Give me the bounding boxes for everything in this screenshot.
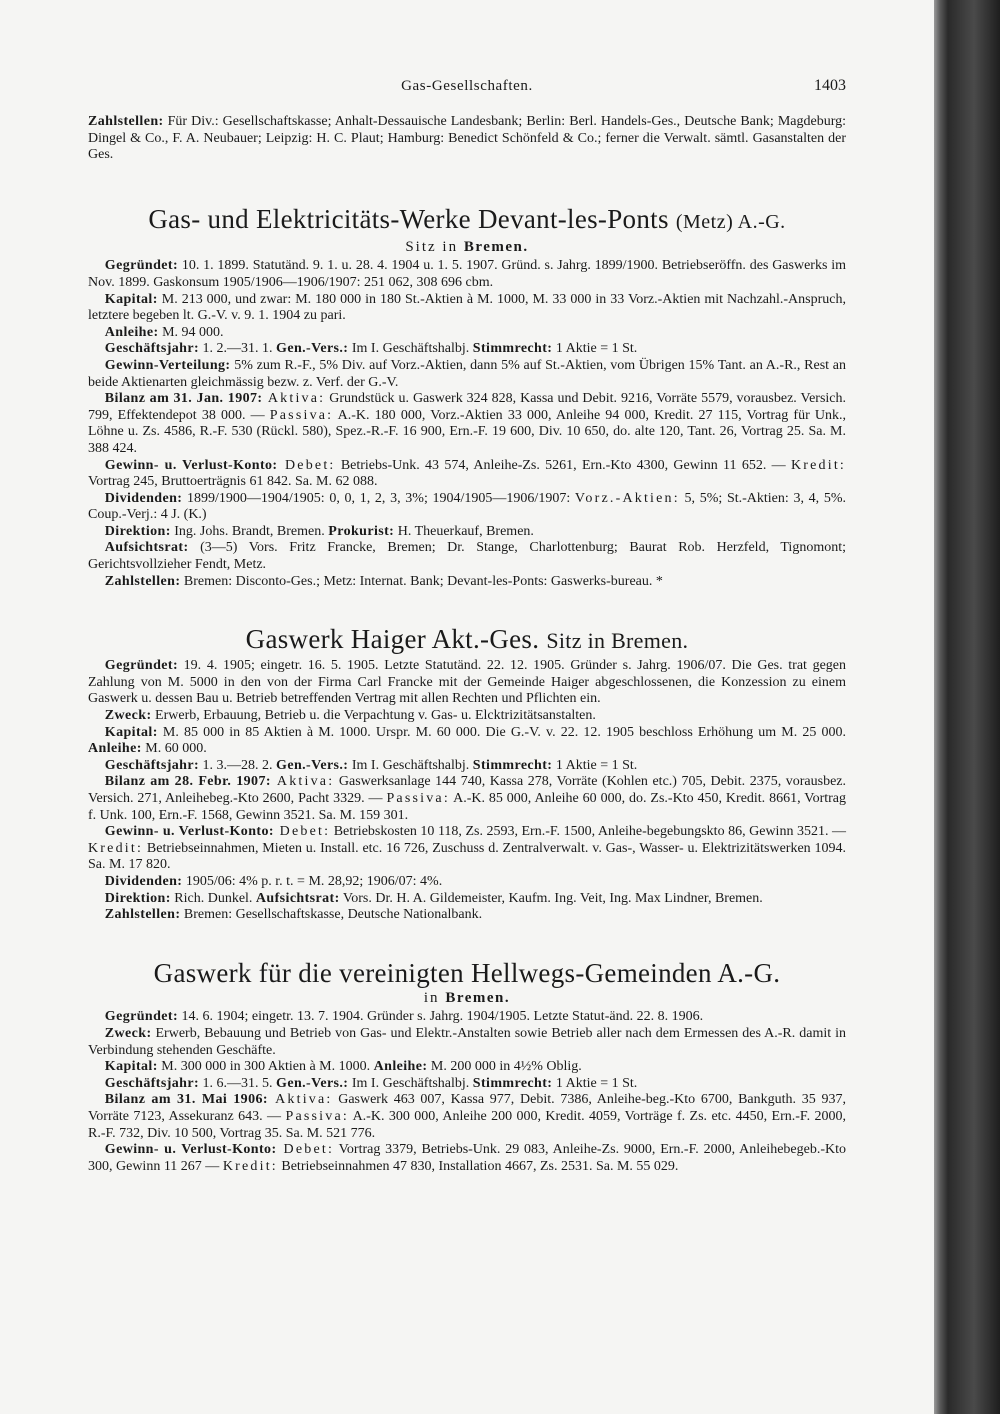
company-title: [88, 204, 846, 237]
field-label: Aufsichtsrat:: [255, 890, 340, 906]
field-paragraph: [88, 774, 846, 824]
field-subheading: Vorz.-Aktien:: [574, 490, 680, 506]
field-text: Im I. Geschäftshalbj.: [348, 341, 473, 357]
field-paragraph: [88, 540, 846, 573]
field-subheading: Kredit:: [222, 1158, 278, 1174]
field-text: M. 94 000.: [158, 324, 224, 340]
field-text: 5, 5%; St.-Aktien: 3, 4, 5%. Coup.-Verj.: 4 J. (K.): [88, 490, 847, 523]
company-name: Gaswerk für die vereinigten Hellwegs-Gemeinden A.-G.: [153, 957, 781, 988]
field-text: Betriebseinnahmen, Mieten u. Install. etc. 16 726, Zuschuss d. Zentralverwalt. v. Gas-, Wasser- u. Elektrizitätswerken 1094. Sa. M. 17 820.: [88, 840, 846, 873]
field-text: H. Theuerkauf, Bremen.: [394, 523, 534, 539]
field-text: M. 85 000 in 85 Aktien à M. 1000. Urspr. M. 60 000. Die G.-V. v. 22. 12. 1905 beschloss Erhöhung um M. 25 000.: [157, 724, 846, 740]
field-text: Bremen: Gesellschaftskasse, Deutsche Nationalbank.: [180, 907, 483, 923]
field-text: 1 Aktie = 1 St.: [552, 1075, 638, 1091]
field-subheading: Kredit:: [790, 457, 847, 473]
field-subheading: Aktiva:: [262, 391, 326, 407]
running-head: [88, 78, 846, 100]
field-label: Aufsichtsrat:: [104, 540, 189, 556]
field-text: Betriebs-Unk. 43 574, Anleihe-Zs. 5261, Ern.-Kto 4300, Gewinn 11 652. —: [335, 457, 791, 473]
field-text: 14. 6. 1904; eingetr. 13. 7. 1904. Gründer s. Jahrg. 1904/1905. Letzte Statut-änd. 22. 8. 1906.: [178, 1009, 704, 1025]
field-label: Zahlstellen:: [104, 573, 181, 589]
field-text: Im I. Geschäftshalbj.: [348, 757, 473, 773]
field-label: Prokurist:: [328, 523, 395, 539]
field-text: 1905/06: 4% p. r. t. = M. 28,92; 1906/07: 4%.: [182, 873, 443, 889]
field-text: A.-K. 180 000, Vorz.-Aktien 33 000, Anleihe 94 000, Kredit. 27 115, Vortrag für Unk., Löhne u. Zs. 4586, R.-F. 530 (Rückl. 580), Spez.-R.-F. 16 900, Ern.-F. 19 600, Div. 10 650, do. alte 120, Tant. 26, Vortrag 25. Sa. M. 388 424.: [88, 407, 846, 456]
field-paragraph: [88, 292, 846, 325]
field-text: Erwerb, Bebauung und Betrieb von Gas- und Elektr.-Anstalten sowie Betrieb aller nach dem Ermessen des A.-R. damit in Verbindung stehenden Geschäfte.: [88, 1025, 846, 1058]
field-text: Gaswerk 463 007, Kassa 977, Debit. 7386, Anleihe-beg.-Kto 6700, Bankguth. 35 937, Vorräte 7123, Assekuranz 643. —: [88, 1092, 846, 1124]
field-paragraph: [88, 874, 846, 891]
field-paragraph: [88, 1076, 846, 1093]
field-label: Dividenden:: [104, 490, 183, 506]
field-label: Anleihe:: [104, 324, 159, 340]
field-label: Gewinn- u. Verlust-Konto:: [104, 824, 274, 840]
field-paragraph: [88, 524, 846, 541]
field-subheading: Aktiva:: [267, 1092, 333, 1108]
field-text: Für Div.: Gesellschaftskasse; Anhalt-Dessauische Landesbank; Berlin: Berl. Handels-Ges., Deutsche Bank; Magdeburg: Dingel & Co., F. A. Neubauer; Leipzig: H. C. Plaut; Hamburg: Benedict Schönfeld & Co.; ferner die Verwalt. sämtl. Gasanstalten der Ges.: [88, 114, 846, 163]
seat-prefix: in: [423, 989, 440, 1006]
field-label: Gewinn- u. Verlust-Konto:: [104, 457, 278, 473]
company-title-suffix: (Metz) A.-G.: [675, 210, 786, 233]
page-content: [88, 78, 846, 1175]
field-text: Bremen: Disconto-Ges.; Metz: Internat. Bank; Devant-les-Ponts: Gaswerks-bureau. *: [180, 573, 663, 589]
field-text: 1. 3.—28. 2.: [199, 757, 277, 773]
field-text: Vortrag 3379, Betriebs-Unk. 29 083, Anleihe-Zs. 9000, Ern.-F. 2000, Anleihebegeb.-Kto 300, Gewinn 11 267 —: [88, 1142, 847, 1174]
field-text: 5% zum R.-F., 5% Div. auf Vorz.-Aktien, dann 5% auf St.-Aktien, vom Übrigen 15% Tant. an A.-R., Rest an beide Aktienarten gleichmässig bezw. z. Verf. der G.-V.: [88, 357, 846, 390]
field-label: Gen.-Vers.:: [276, 341, 349, 357]
seat-prefix: Sitz in: [405, 238, 459, 255]
field-label: Dividenden:: [104, 873, 183, 889]
field-paragraph: [88, 1059, 846, 1076]
field-subheading: Passiva:: [386, 791, 450, 806]
company-title-suffix: Sitz in Bremen.: [546, 628, 689, 654]
field-label: Kapital:: [104, 291, 158, 307]
field-paragraph: [88, 708, 846, 725]
seat-city: Bremen.: [463, 238, 529, 255]
running-title: Gas-Gesellschaften.: [401, 78, 533, 94]
book-binding-edge: [934, 0, 1000, 1414]
page-number: 1403: [814, 77, 846, 94]
field-paragraph: [88, 458, 846, 491]
field-text: Gaswerksanlage 144 740, Kassa 278, Vorräte (Kohlen etc.) 705, Debit. 2375, vorausbez. Versich. 271, Anleihebeg.-Kto 2600, Pacht 3329. —: [88, 774, 847, 806]
field-subheading: Passiva:: [269, 407, 334, 423]
field-paragraph: [88, 907, 846, 924]
field-text: 19. 4. 1905; eingetr. 16. 5. 1905. Letzte Statutänd. 22. 12. 1905. Gründer s. Jahrg. 1906/07. Die Ges. trat gegen Zahlung von M. 5000 in den von der Firma Carl Francke mit der Gemeinde Haiger abgeschlossenen, die Konzession zu einem Gaswerk u. dessen Bau u. Betrieb betreffenden Vertrag mit allen Rechten und Pflichten ein.: [88, 658, 846, 707]
field-text: A.-K. 300 000, Anleihe 200 000, Kredit. 4059, Vorträge f. Zs. etc. 4450, Ern.-F. 2000, R.-F. 732, Div. 10 500, Vortrag 35. Sa. M. 521 776.: [88, 1108, 846, 1141]
field-label: Zahlstellen:: [104, 907, 181, 923]
field-text: 1 Aktie = 1 St.: [552, 341, 638, 357]
field-paragraph: [88, 574, 846, 591]
company-seat: [88, 990, 846, 1007]
field-label: Zweck:: [104, 1025, 152, 1041]
field-subheading: Debet:: [277, 457, 336, 473]
field-paragraph: [88, 325, 846, 342]
field-paragraph: [88, 824, 846, 874]
field-paragraph: [88, 358, 846, 391]
intro-paragraph: [88, 114, 846, 164]
company-entry: [88, 958, 846, 1176]
field-label: Gegründet:: [104, 1009, 179, 1025]
field-label: Zahlstellen:: [88, 114, 164, 129]
seat-city: Bremen.: [445, 989, 511, 1006]
company-title: [88, 624, 846, 656]
field-label: Gewinn-Verteilung:: [104, 357, 231, 373]
field-label: Gen.-Vers.:: [276, 757, 349, 773]
field-text: Rich. Dunkel.: [170, 890, 256, 906]
field-text: Betriebskosten 10 118, Zs. 2593, Ern.-F. 1500, Anleihe-begebungskto 86, Gewinn 3521. —: [330, 824, 846, 840]
field-label: Direktion:: [104, 890, 171, 906]
field-text: 1 Aktie = 1 St.: [552, 757, 638, 773]
field-paragraph: [88, 1142, 846, 1175]
field-label: Stimmrecht:: [472, 757, 553, 773]
field-paragraph: [88, 491, 846, 524]
field-text: M. 60 000.: [141, 741, 207, 757]
field-subheading: Debet:: [273, 824, 331, 840]
field-text: (3—5) Vors. Fritz Francke, Bremen; Dr. Stange, Charlottenburg; Baurat Rob. Herzfeld, Tignomont; Gerichtsvollzieher Fendt, Metz.: [88, 540, 846, 573]
entry-fields: [88, 258, 846, 590]
field-text: M. 200 000 in 4½% Oblig.: [427, 1059, 582, 1075]
field-text: M. 213 000, und zwar: M. 180 000 in 180 St.-Aktien à M. 1000, M. 33 000 in 33 Vorz.-Aktien mit Nachzahl.-Anspruch, letztere begeben lt. G.-V. v. 9. 1. 1904 zu pari.: [88, 291, 846, 324]
field-text: Ing. Johs. Brandt, Bremen.: [170, 523, 329, 539]
field-label: Kapital:: [104, 724, 158, 740]
field-label: Stimmrecht:: [472, 341, 553, 357]
field-text: 1899/1900—1904/1905: 0, 0, 1, 2, 3, 3%; 1904/1905—1906/1907:: [182, 490, 575, 506]
company-title: [88, 958, 846, 988]
field-text: Vors. Dr. H. A. Gildemeister, Kaufm. Ing. Veit, Ing. Max Lindner, Bremen.: [339, 890, 763, 906]
field-label: Geschäftsjahr:: [104, 1075, 200, 1091]
field-paragraph: [88, 1009, 846, 1026]
company-seat: [88, 239, 846, 256]
field-label: Anleihe:: [373, 1059, 428, 1075]
field-label: Direktion:: [104, 523, 171, 539]
field-paragraph: [88, 391, 846, 457]
field-text: 1. 2.—31. 1.: [199, 341, 277, 357]
company-entry: [88, 624, 846, 924]
entry-fields: [88, 658, 846, 924]
field-text: 10. 1. 1899. Statutänd. 9. 1. u. 28. 4. 1904 u. 1. 5. 1907. Gründ. s. Jahrg. 1899/1900. Betriebseröffn. des Gaswerks im Nov. 1899. Gaskonsum 1905/1906—1906/1907: 251 062, 308 696 cbm.: [88, 258, 846, 290]
field-subheading: Passiva:: [285, 1108, 349, 1124]
field-label: Kapital:: [104, 1059, 158, 1075]
company-entry: [88, 204, 846, 590]
field-text: Erwerb, Erbauung, Betrieb u. die Verpachtung v. Gas- u. Elcktrizitätsanstalten.: [151, 708, 596, 724]
field-paragraph: [88, 258, 846, 291]
field-paragraph: [88, 1092, 846, 1142]
field-text: 1. 6.—31. 5.: [199, 1075, 277, 1091]
company-name: Gas- und Elektricitäts-Werke Devant-les-Ponts: [148, 203, 669, 234]
field-paragraph: [88, 341, 846, 358]
field-text: Grundstück u. Gaswerk 324 828, Kassa und Debit. 9216, Vorräte 5579, vorausbez. Versich. 799, Effektendepot 38 000. —: [88, 391, 846, 423]
field-label: Geschäftsjahr:: [104, 757, 200, 773]
field-text: Betriebseinnahmen 47 830, Installation 4667, Zs. 2531. Sa. M. 55 029.: [277, 1158, 679, 1174]
field-paragraph: [88, 725, 846, 758]
field-paragraph: [88, 658, 846, 708]
field-label: Bilanz am 28. Febr. 1907:: [104, 774, 271, 790]
entry-fields: [88, 1009, 846, 1175]
field-text: M. 300 000 in 300 Aktien à M. 1000.: [157, 1059, 374, 1075]
field-subheading: Kredit:: [88, 840, 144, 856]
field-subheading: Aktiva:: [270, 774, 335, 790]
field-text: A.-K. 85 000, Anleihe 60 000, do. Zs.-Kto 450, Kredit. 8661, Vortrag f. Unk. 100, Ern.-F. 1568, Gewinn 3521. Sa. M. 159 301.: [88, 791, 846, 823]
field-label: Gewinn- u. Verlust-Konto:: [104, 1142, 277, 1158]
field-label: Gegründet:: [104, 658, 179, 674]
field-paragraph: [88, 891, 846, 908]
field-text: Im I. Geschäftshalbj.: [348, 1075, 473, 1091]
field-label: Gen.-Vers.:: [276, 1075, 349, 1091]
field-text: Vortrag 245, Bruttoerträgnis 61 842. Sa. M. 62 088.: [88, 474, 378, 490]
field-label: Stimmrecht:: [472, 1075, 553, 1091]
field-paragraph: [88, 1026, 846, 1059]
field-label: Geschäftsjahr:: [104, 341, 200, 357]
field-subheading: Debet:: [276, 1142, 335, 1158]
field-label: Anleihe:: [88, 741, 142, 757]
field-label: Bilanz am 31. Mai 1906:: [104, 1092, 268, 1108]
company-name: Gaswerk Haiger Akt.-Ges.: [245, 624, 540, 655]
field-label: Zweck:: [104, 708, 152, 724]
field-paragraph: [88, 758, 846, 775]
field-label: Gegründet:: [104, 258, 179, 274]
field-label: Bilanz am 31. Jan. 1907:: [104, 391, 263, 407]
